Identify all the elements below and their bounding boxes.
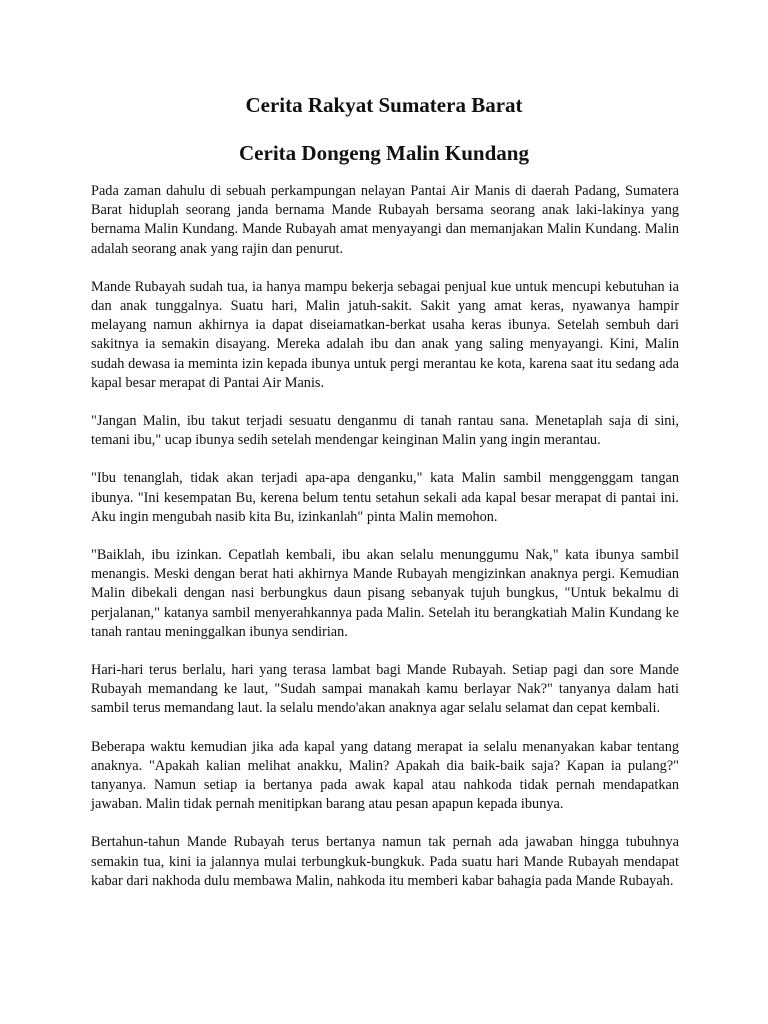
document-title: Cerita Rakyat Sumatera Barat — [245, 93, 523, 117]
paragraph-7: Beberapa waktu kemudian jika ada kapal yang datang merapat ia selalu menanyakan kabar tentang anaknya. "Apakah kalian melihat anakku, Malin? Apakah dia baik-baik saja? Kapan ia pulang?" tanyanya. Namun setiap ia bertanya pada awak kapal atau nahkoda tidak pernah mendapatkan jawaban. Malin tidak pernah menitipkan barang atau pesan apapun kepada ibunya. — [91, 738, 679, 813]
paragraph-2: Mande Rubayah sudah tua, ia hanya mampu bekerja sebagai penjual kue untuk mencupi kebutuhan ia dan anak tunggalnya. Suatu hari, Malin jatuh-sakit. Sakit yang amat keras, nyawanya hampir melayang namun akhirnya ia dapat diseiamatkan-berkat usaha keras ibunya. Setelah sembuh dari sakitnya ia semakin disayang. Mereka adalah ibu dan anak yang saling menyayangi. Kini, Malin sudah dewasa ia meminta izin kepada ibunya untuk pergi merantau ke kota, karena saat itu sedang ada kapal besar merapat di Pantai Air Manis. — [91, 278, 679, 391]
paragraph-4: "Ibu tenanglah, tidak akan terjadi apa-apa denganku," kata Malin sambil menggenggam tangan ibunya. "Ini kesempatan Bu, kerena belum tentu setahun sekali ada kapal besar merapat di pantai ini. Aku ingin mengubah nasib kita Bu, izinkanlah" pinta Malin memohon. — [91, 470, 679, 525]
paragraph-5: "Baiklah, ibu izinkan. Cepatlah kembali, ibu akan selalu menunggumu Nak," kata ibunya sambil menangis. Meski dengan berat hati akhirnya Mande Rubayah mengizinkan anaknya pergi. Kemudian Malin dibekali dengan nasi berbungkus daun pisang sebanyak tujuh bungkus, "Untuk bekalmu di perjalanan," katanya sambil menyerahkannya pada Malin. Setelah itu berangkatiah Malin Kundang ke tanah rantau meninggalkan ibunya sendirian. — [91, 547, 679, 640]
paragraph-6: Hari-hari terus berlalu, hari yang terasa lambat bagi Mande Rubayah. Setiap pagi dan sore Mande Rubayah memandang ke laut, "Sudah sampai manakah kamu berlayar Nak?" tanyanya dalam hati sambil terus memandang laut. la selalu mendo'akan anaknya agar selalu selamat dan cepat kembali. — [91, 662, 679, 717]
document-subtitle: Cerita Dongeng Malin Kundang — [239, 141, 529, 165]
paragraph-1: Pada zaman dahulu di sebuah perkampungan nelayan Pantai Air Manis di daerah Padang, Sumatera Barat hiduplah seorang janda bernama Mande Rubayah bersama seorang anak laki-lakinya yang bernama Malin Kundang. Mande Rubayah amat menyayangi dan memanjakan Malin Kundang. Malin adalah seorang anak yang rajin dan penurut. — [91, 183, 679, 257]
paragraph-3: "Jangan Malin, ibu takut terjadi sesuatu denganmu di tanah rantau sana. Menetaplah saja di sini, temani ibu," ucap ibunya sedih setelah mendengar keinginan Malin yang ingin merantau. — [91, 413, 679, 449]
story-body — [91, 182, 679, 910]
paragraph-8: Bertahun-tahun Mande Rubayah terus bertanya namun tak pernah ada jawaban hingga tubuhnya semakin tua, kini ia jalannya mulai terbungkuk-bungkuk. Pada suatu hari Mande Rubayah mendapat kabar dari nakhoda dulu membawa Malin, nahkoda itu memberi kabar bahagia pada Mande Rubayah. — [91, 834, 679, 889]
